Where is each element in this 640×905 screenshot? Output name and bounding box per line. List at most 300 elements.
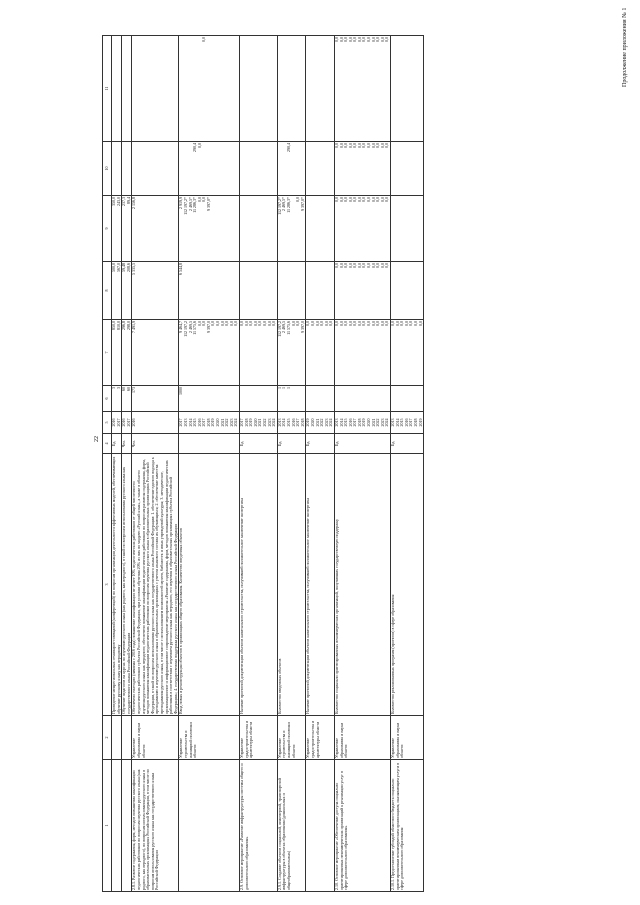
cell-value: 3: [115, 387, 121, 389]
cell-value: [117, 37, 122, 140]
cell-c2: [112, 716, 122, 760]
cell-value: 2021: [370, 418, 376, 427]
cell-value: 0,0: [290, 321, 296, 326]
cell-value: 11 575,6: [285, 321, 291, 335]
cell-c4: Ед.: [306, 434, 335, 454]
cell-value: 0,0: [361, 263, 367, 268]
cell-c7: [122, 320, 132, 386]
cell-value: 2015: [399, 418, 405, 427]
cell-c9: [132, 196, 179, 262]
cell-value: 2023: [266, 418, 272, 427]
cell-value: 2016: [290, 418, 296, 427]
cell-value: 2015: [343, 418, 349, 427]
cell-value: [419, 197, 424, 260]
cell-value: 2019: [361, 418, 367, 427]
cell-c1: 2.9. Основное мероприятие «Развитие инфраструктуры системы общего и дополнительного образования»: [240, 760, 278, 892]
cell-c8: [179, 262, 240, 320]
cell-c5: [122, 412, 132, 434]
cell-value: 296,8: [121, 321, 127, 330]
cell-value: [329, 143, 334, 194]
cell-value: 298,0: [125, 321, 131, 330]
cell-c6: [240, 386, 278, 412]
cell-value: 11 575,6: [192, 321, 198, 335]
cell-value: 2018: [356, 418, 362, 427]
cell-c8: [277, 262, 306, 320]
cell-value: 0,0: [243, 321, 249, 326]
cell-value: 0,0: [338, 37, 344, 42]
cell-value: 2020: [366, 418, 372, 427]
cell-c5: [112, 412, 122, 434]
cell-value: 0,0: [319, 321, 325, 326]
cell-c4: Ед.: [334, 434, 390, 454]
cell-c8: [391, 262, 424, 320]
table-row: [277, 36, 306, 892]
cell-value: 0,0: [366, 321, 372, 326]
cell-c9: [240, 196, 278, 262]
cell-value: 500,0: [111, 263, 116, 272]
cell-value: 208,6: [125, 263, 131, 272]
cell-value: 2017: [295, 418, 301, 427]
cell-c10: [391, 142, 424, 196]
cell-value: 0,0: [333, 37, 339, 42]
cell-value: 0,0: [370, 197, 376, 202]
cell-value: 112 197,2: [182, 321, 188, 337]
cell-value: 1000: [178, 387, 184, 395]
cell-value: 0,0: [352, 37, 358, 42]
cell-value: 0,0: [201, 321, 207, 326]
cell-value: 2013: [276, 418, 282, 427]
cell-value: 2021: [257, 418, 263, 427]
cell-value: 2021: [314, 418, 320, 427]
cell-value: 2 919,9: [178, 197, 184, 209]
cell-value: 2020: [252, 418, 258, 427]
cell-value: 0,0: [403, 321, 409, 326]
cell-c6: [391, 386, 424, 412]
cell-c3: Ввод новых и реконструкция объектов в организациях общего образования. Количество введенных объектов: [179, 454, 240, 716]
table-row: [122, 36, 132, 892]
cell-value: 0,0: [328, 321, 334, 326]
cell-value: 0,0: [201, 197, 207, 202]
cell-c1: 2.8.1. Развитие содержания, форм, методов повышения квалификации педагогических работников по вопросам изучения русского языка (как родного, как неродного), по вопросам использования русского языка в образовательных организациях Российской Федерации, в том числе по вопросам использования русского языка как государственного языка Российской Федерации: [132, 760, 179, 892]
cell-value: 0,0: [384, 143, 390, 148]
cell-c9: [277, 196, 306, 262]
cell-value: [117, 143, 122, 194]
cell-value: [329, 263, 334, 318]
cell-value: 11 286,3*: [192, 197, 198, 213]
cell-c1: 2.9.1. Создание объектов социальной, инженерной, транспортной инфраструктуры в объектах образования (дошкольных и общеобразовательных): [277, 760, 306, 892]
cell-value: 0,0: [375, 197, 381, 202]
cell-c3: Проведение межрегиональных семинаров-совещаний (конференций) по вопросам организации деятельности эффективных моделей, обеспечивающих обучение русскому языку как неродному: [112, 454, 122, 716]
cell-c10: [179, 142, 240, 196]
cell-c1: [112, 760, 122, 892]
cell-value: 2023: [379, 418, 385, 427]
cell-value: 9 397,0: [205, 321, 211, 333]
cell-value: 290,4: [192, 143, 198, 152]
cell-value: 0,0: [347, 197, 353, 202]
cell-value: 2 469,5*: [281, 197, 287, 211]
cell-c8: [334, 262, 390, 320]
cell-c6: [277, 386, 306, 412]
cell-value: 0,0: [239, 321, 245, 326]
cell-value: 2017: [352, 418, 358, 427]
cell-value: 2022: [224, 418, 230, 427]
cell-value: 0,0: [352, 321, 358, 326]
cell-value: 112 197,2: [276, 321, 282, 337]
cell-c3: Количество социально ориентированных некоммерческих организаций, получивших государственную поддержку: [334, 454, 390, 716]
cell-value: 0,0: [262, 321, 267, 326]
column-header-8: 8: [103, 262, 112, 320]
page-number: 22: [94, 436, 100, 442]
cell-value: 0,0: [417, 321, 423, 326]
cell-value: 0,0: [323, 321, 329, 326]
cell-value: 2022: [375, 418, 381, 427]
cell-value: [329, 37, 334, 140]
cell-value: 59,48: [121, 263, 127, 272]
cell-value: 2017: [115, 418, 121, 427]
cell-c3: Обеспечено ежегодно (начиная с 2016 года) повышение квалификации не менее 10% педагогических работников от общей численности педагогических работников субъекта Российской Федерации, при условии обучения 20% из них по модулю «Русский язык», а также в области изучения русского языка как неродного; обеспечено повышение квалификации педагогических работников по вопросам развития содержания, форм, методов повышения квалификации педагогических работников по вопросам изучения русского языка в образовательных организациях Российской Федерации, в такой по вопросам использования русского языка как государственного языка Российской Федерации: 1. обеспечение единого подхода к преподаванию и изучению русского языка в образовательных организациях с учетом языкового состава их обучающихся; 2. обеспечение качества преподавания русского языка, в том числе с использованием возможностей музеев, библиотек и иных учреждений культуры; 3. методическое, организационное и информационное сопровождение мероприятия «Развитие содержания, форм, методов повышения квалификации педагогических работников в соответствии с изучением русского языка как неродного, его изучения в образовательных организациях субъекта Российской Федерации»; 4. государственная поддержка русского языка как государственного языка Российской Федерации: [132, 454, 179, 716]
cell-value: 0,0: [347, 263, 353, 268]
cell-value: 0,0: [384, 37, 390, 42]
cell-value: 0,0: [352, 197, 358, 202]
cell-value: 0,0: [219, 321, 225, 326]
cell-value: 1: [285, 387, 291, 389]
column-header-6: 6: [103, 386, 112, 412]
cell-value: 0,0: [352, 263, 358, 268]
cell-c2: Управление строительства и жилищной политики области: [179, 716, 240, 760]
cell-value: 0,0: [366, 143, 372, 148]
cell-value: 2022: [319, 418, 325, 427]
cell-value: 0,0: [384, 321, 390, 326]
cell-value: [234, 387, 239, 410]
column-header-10: 10: [103, 142, 112, 196]
cell-value: 0,0: [196, 143, 202, 148]
cell-value: 0,0: [338, 263, 344, 268]
cell-c6: [122, 386, 132, 412]
cell-value: [385, 387, 390, 410]
cell-c10: [112, 142, 122, 196]
cell-value: 2 156,8: [131, 197, 137, 209]
cell-value: [234, 263, 239, 318]
cell-value: 567,0: [115, 263, 121, 272]
cell-value: 2 469,5*: [187, 197, 193, 211]
cell-c7: [391, 320, 424, 386]
cell-value: 2020: [309, 418, 315, 427]
cell-c6: [306, 386, 335, 412]
cell-value: 0,0: [333, 263, 339, 268]
cell-value: 0,0: [375, 37, 381, 42]
cell-value: 2014: [394, 418, 400, 427]
cell-value: 112 197,2*: [276, 197, 282, 215]
cell-c6: [132, 386, 179, 412]
cell-value: 0,0: [248, 321, 254, 326]
column-header-5: 5: [103, 412, 112, 434]
cell-value: 0,0: [343, 263, 349, 268]
cell-value: 2017: [408, 418, 414, 427]
cell-value: 0,0: [361, 37, 367, 42]
cell-c5: [132, 412, 179, 434]
cell-value: 2017: [125, 418, 131, 427]
cell-c6: [179, 386, 240, 412]
cell-value: 2021: [219, 418, 225, 427]
cell-value: 0,0: [271, 321, 277, 326]
cell-value: 850,0: [111, 321, 116, 330]
cell-c11: [132, 36, 179, 142]
cell-c9: [391, 196, 424, 262]
cell-value: 0,0: [295, 197, 301, 202]
appendix-title: Продолжение приложения № 1: [622, 7, 628, 87]
cell-value: 0,0: [379, 37, 385, 42]
cell-value: 2016: [347, 418, 353, 427]
cell-value: 9 397,0*: [299, 197, 305, 211]
column-header-2: 2: [103, 716, 112, 760]
cell-value: 2017: [178, 418, 184, 427]
cell-value: 2022: [262, 418, 267, 427]
table-row: [306, 36, 335, 892]
cell-c11: [334, 36, 390, 142]
cell-c2: Управление образования и науки области: [391, 716, 424, 760]
cell-value: 2020: [215, 418, 221, 427]
cell-c7: [179, 320, 240, 386]
cell-value: 0,0: [352, 143, 358, 148]
cell-value: 2016: [121, 418, 127, 427]
table-row: [112, 36, 122, 892]
cell-c5: [391, 412, 424, 434]
cell-c4: Ед.: [240, 434, 278, 454]
cell-c3: Количество реализованных программ (проектов) в сфере образования: [391, 454, 424, 716]
cell-value: [301, 387, 306, 410]
cell-value: 3: [111, 387, 116, 389]
cell-value: 0,0: [361, 197, 367, 202]
cell-value: [419, 143, 424, 194]
cell-value: 243,0: [115, 197, 121, 206]
cell-value: 0,0: [375, 263, 381, 268]
cell-value: 0,0: [309, 321, 315, 326]
cell-c3: Количество введенных объектов: [277, 454, 306, 716]
cell-value: 2024: [384, 418, 390, 427]
cell-c2: [122, 716, 132, 760]
cell-c1: [179, 760, 240, 892]
cell-c1: [306, 760, 335, 892]
cell-value: 0,0: [338, 197, 344, 202]
cell-value: 2016: [196, 418, 202, 427]
cell-value: 2024: [233, 418, 239, 427]
cell-value: 2019: [417, 418, 423, 427]
cell-c11: [122, 36, 132, 142]
cell-value: 0,0: [314, 321, 320, 326]
cell-value: [329, 387, 334, 410]
table-body: [112, 36, 424, 892]
cell-c2: Управление образования и науки области: [132, 716, 179, 760]
cell-value: 0,0: [333, 143, 339, 148]
cell-value: 237,3: [121, 197, 127, 206]
cell-c11: [306, 36, 335, 142]
cell-value: [234, 37, 239, 140]
cell-value: 2023: [228, 418, 234, 427]
cell-c10: [277, 142, 306, 196]
cell-value: 0,0: [343, 143, 349, 148]
cell-value: 2014: [338, 418, 344, 427]
cell-value: 60: [121, 387, 127, 391]
cell-c5: [306, 412, 335, 434]
cell-value: 2016: [131, 418, 137, 427]
cell-value: [132, 143, 137, 194]
cell-value: [272, 37, 277, 140]
cell-value: 173: [131, 387, 137, 393]
cell-c11: [112, 36, 122, 142]
cell-value: 2016: [403, 418, 409, 427]
cell-value: 0,0: [370, 263, 376, 268]
cell-c3: Обучение педагогов на курсах по изучению русского языка (как родного, как неродного), в такой по вопросам использования русского языка как государственного языка Российской Федерации: [122, 454, 132, 716]
cell-value: 810,0: [115, 321, 121, 330]
cell-value: 0,0: [356, 143, 362, 148]
cell-value: [419, 37, 424, 140]
table-row: [179, 36, 240, 892]
cell-value: 0,0: [394, 321, 400, 326]
cell-value: 0,0: [257, 321, 263, 326]
cell-value: 2015: [285, 418, 291, 427]
cell-value: 2024: [328, 418, 334, 427]
cell-value: 2013: [390, 418, 396, 427]
cell-value: 0,0: [366, 37, 372, 42]
cell-value: 350,0: [111, 197, 116, 206]
cell-value: 0,0: [224, 321, 230, 326]
cell-value: 2017: [201, 418, 207, 427]
cell-c10: [122, 142, 132, 196]
program-measures-table: [102, 35, 424, 892]
cell-c5: [277, 412, 306, 434]
table-row: [391, 36, 424, 892]
cell-c3: Наличие проектной документации объектов капитального строительства, получившей положительное заключение экспертизы: [306, 454, 335, 716]
cell-value: 9 397,0*: [205, 197, 211, 211]
cell-value: 2023: [323, 418, 329, 427]
cell-value: [301, 37, 306, 140]
cell-value: 0,0: [366, 263, 372, 268]
cell-c8: [240, 262, 278, 320]
cell-c8: [306, 262, 335, 320]
cell-value: [127, 143, 132, 194]
cell-value: 0,0: [196, 197, 202, 202]
cell-value: 0,0: [295, 321, 301, 326]
column-header-3: 3: [103, 454, 112, 716]
cell-c2: Управление образования и науки области: [334, 716, 390, 760]
cell-value: 2016: [111, 418, 116, 427]
cell-value: 0,0: [338, 143, 344, 148]
cell-value: 0,0: [356, 263, 362, 268]
cell-value: 2 469,5: [281, 321, 287, 333]
cell-c7: [277, 320, 306, 386]
cell-c7: [334, 320, 390, 386]
cell-value: 2015: [192, 418, 198, 427]
cell-value: 2018: [205, 418, 211, 427]
table-row: [240, 36, 278, 892]
cell-value: 0,0: [379, 321, 385, 326]
cell-c2: Управление градостроительства и архитектуры области: [240, 716, 278, 760]
cell-value: 0,0: [413, 321, 418, 326]
cell-value: 0,0: [343, 37, 349, 42]
cell-value: 0,0: [361, 321, 367, 326]
cell-value: 0,0: [343, 197, 349, 202]
cell-c10: [132, 142, 179, 196]
cell-value: 0,0: [233, 321, 239, 326]
cell-value: 2018: [243, 418, 249, 427]
cell-value: 0,0: [361, 143, 367, 148]
cell-value: 2014: [281, 418, 287, 427]
cell-value: [234, 197, 239, 260]
cell-value: [272, 263, 277, 318]
cell-value: 0,0: [266, 321, 272, 326]
cell-value: 2014: [187, 418, 193, 427]
cell-value: [301, 143, 306, 194]
cell-value: 2013: [182, 418, 188, 427]
cell-value: 0,0: [201, 37, 207, 42]
cell-c6: [334, 386, 390, 412]
cell-c5: [179, 412, 240, 434]
cell-value: 0,0: [196, 321, 202, 326]
cell-value: 0,0: [338, 321, 344, 326]
cell-value: 290,4: [285, 143, 291, 152]
cell-value: 0,0: [333, 197, 339, 202]
cell-value: 2024: [271, 418, 277, 427]
cell-c10: [306, 142, 335, 196]
cell-value: 112 197,2*: [182, 197, 188, 215]
cell-value: 0,0: [228, 321, 234, 326]
cell-c11: [391, 36, 424, 142]
column-header-1: 1: [103, 760, 112, 892]
cell-c9: [112, 196, 122, 262]
cell-c7: [240, 320, 278, 386]
cell-c9: [122, 196, 132, 262]
cell-value: 0,0: [370, 321, 376, 326]
cell-value: 0,0: [333, 321, 339, 326]
cell-c4: Чел.: [122, 434, 132, 454]
cell-c5: [240, 412, 278, 434]
cell-value: 0,0: [375, 321, 381, 326]
cell-c9: [179, 196, 240, 262]
cell-value: [234, 143, 239, 194]
cell-value: [132, 37, 137, 140]
cell-value: [329, 197, 334, 260]
cell-value: 2018: [413, 418, 418, 427]
cell-value: 0,0: [215, 321, 221, 326]
cell-value: 2 469,5: [187, 321, 193, 333]
cell-value: 0,0: [375, 143, 381, 148]
cell-value: 5 335,5: [131, 263, 137, 275]
cell-c11: [277, 36, 306, 142]
cell-value: 0,0: [356, 321, 362, 326]
cell-value: 0,0: [384, 197, 390, 202]
cell-c6: [112, 386, 122, 412]
cell-value: 0,0: [408, 321, 414, 326]
cell-value: 6 544,8: [178, 263, 184, 275]
cell-value: 60: [125, 387, 131, 391]
cell-value: 0,0: [379, 263, 385, 268]
cell-c5: [334, 412, 390, 434]
cell-value: 0,0: [305, 321, 311, 326]
column-header-4: 4: [103, 434, 112, 454]
cell-c3: Наличие проектной документации объектов капитального строительства, получившей положительное заключение экспертизы: [240, 454, 278, 716]
cell-value: 2018: [299, 418, 305, 427]
cell-value: 0,0: [379, 143, 385, 148]
cell-value: 0,0: [370, 37, 376, 42]
cell-value: [301, 263, 306, 318]
cell-c4: Чел.: [132, 434, 179, 454]
cell-value: 9 397,0: [299, 321, 305, 333]
cell-value: 0,0: [356, 197, 362, 202]
cell-value: 0,0: [370, 143, 376, 148]
cell-value: 0,0: [210, 321, 216, 326]
cell-c9: [334, 196, 390, 262]
cell-value: [127, 37, 132, 140]
